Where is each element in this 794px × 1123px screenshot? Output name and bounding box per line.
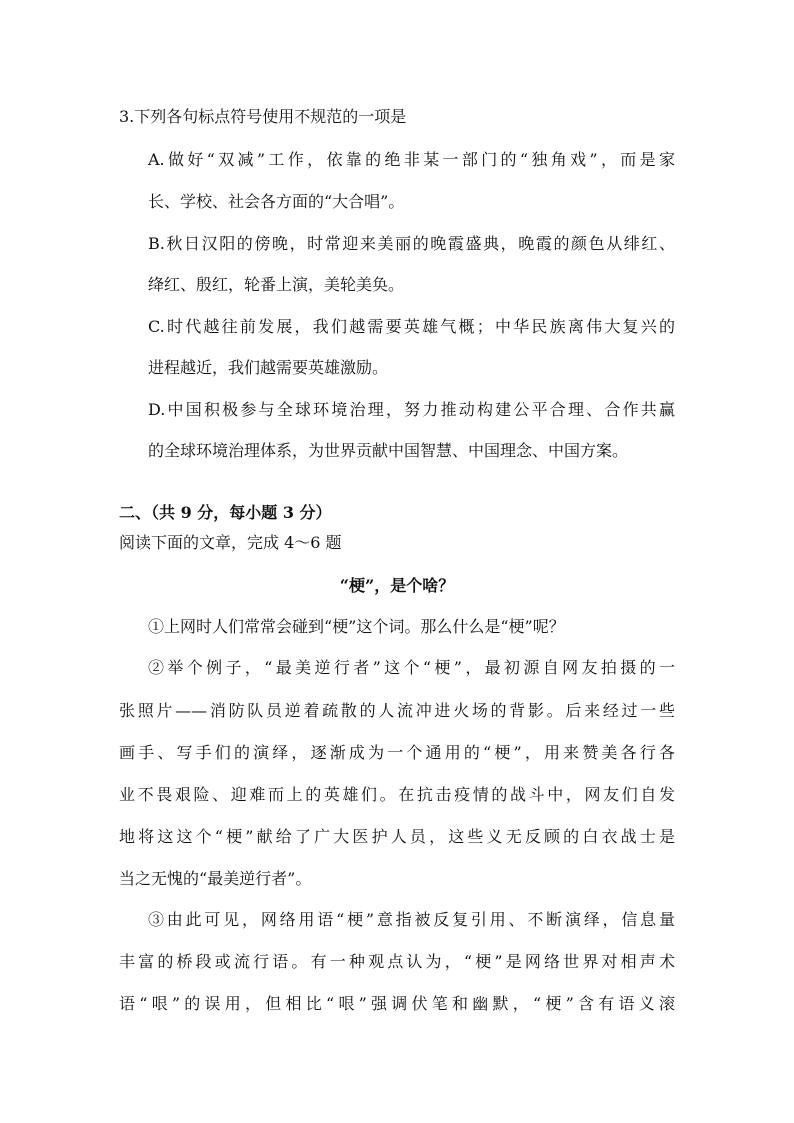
article-paragraph-2-line: 地将这这个“梗”献给了广大医护人员，这些义无反顾的白衣战士是 [119, 827, 675, 846]
option-a-line-2: 长、学校、社会各方面的“大合唱”。 [148, 192, 405, 211]
option-a-line-1: A.做好“双减”工作，依靠的绝非某一部门的“独角戏”，而是家 [148, 150, 675, 169]
question-3-stem: 3.下列各句标点符号使用不规范的一项是 [119, 107, 407, 126]
article-paragraph-2-line: ②举个例子，“最美逆行者”这个“梗”，最初源自网友拍摄的一 [148, 658, 675, 677]
option-b-line-1: B.秋日汉阳的傍晚，时常迎来美丽的晚霞盛典，晚霞的颜色从绯红、 [148, 234, 675, 253]
option-d-line-1: D.中国积极参与全球环境治理，努力推动构建公平合理、合作共赢 [148, 400, 675, 419]
option-b-line-2: 绛红、殷红，轮番上演，美轮美奂。 [148, 275, 405, 294]
article-title: “梗”，是个啥？ [339, 576, 455, 595]
option-c-line-2: 进程越近，我们越需要英雄激励。 [148, 358, 389, 377]
article-paragraph-1: ①上网时人们常常会碰到“梗”这个词。那么什么是“梗”呢？ [148, 617, 565, 636]
article-paragraph-2-line: 当之无愧的“最美逆行者”。 [119, 869, 312, 888]
article-paragraph-3-line: 丰富的桥段或流行语。有一种观点认为，“梗”是网络世界对相声术 [119, 952, 675, 971]
article-paragraph-2-line: 业不畏艰险、迎难而上的英雄们。在抗击疫情的战斗中，网友们自发 [119, 785, 675, 804]
article-paragraph-3-line: ③由此可见，网络用语“梗”意指被反复引用、不断演绎，信息量 [148, 910, 675, 929]
article-paragraph-3-line: 语“哏”的误用，但相比“哏”强调伏笔和幽默，“梗”含有语义滚 [119, 994, 675, 1013]
article-paragraph-2-line: 画手、写手们的演绎，逐渐成为一个通用的“梗”，用来赞美各行各 [119, 743, 675, 762]
article-paragraph-2-line: 张照片——消防队员逆着疏散的人流冲进火场的背影。后来经过一些 [119, 701, 675, 720]
option-d-line-2: 的全球环境治理体系，为世界贡献中国智慧、中国理念、中国方案。 [148, 441, 629, 460]
section-2-instruction: 阅读下面的文章，完成 4～6 题 [119, 533, 342, 552]
option-c-line-1: C.时代越往前发展，我们越需要英雄气概；中华民族离伟大复兴的 [148, 317, 675, 336]
section-2-heading: 二、（共 9 分，每小题 3 分） [119, 503, 332, 522]
